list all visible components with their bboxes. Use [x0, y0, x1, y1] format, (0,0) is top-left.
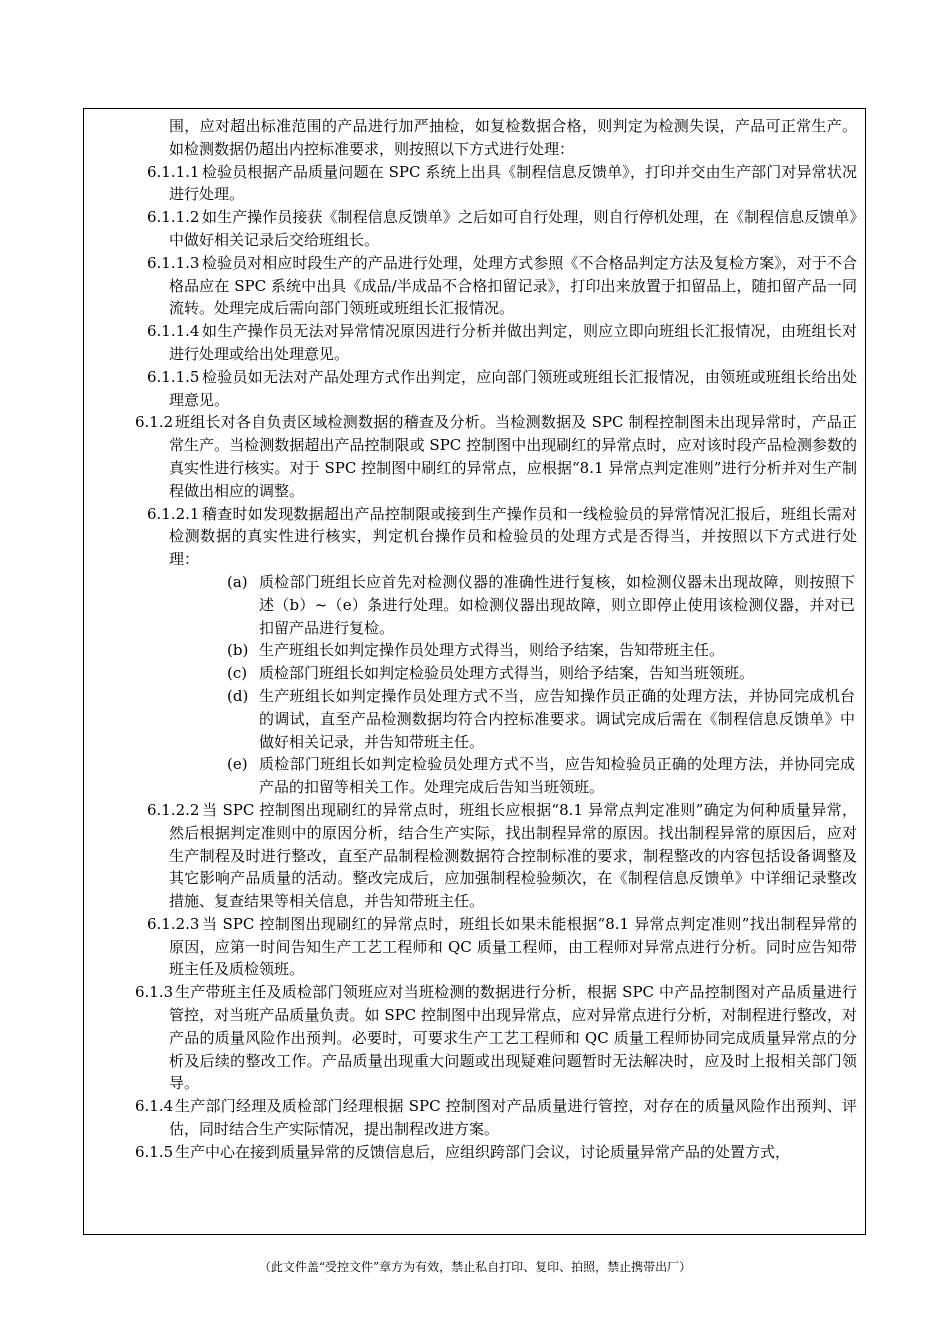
clause-number: 6.1.1.1 [147, 162, 200, 181]
clause-number: 6.1.2 [135, 413, 174, 432]
clause-6-1-2-2 [84, 799, 865, 913]
clause-text: 围，应对超出标准范围的产品进行加严抽检，如复检数据合格，则判定为检测失误，产品可正常生产。如检测数据仍超出内控标准要求，则按照以下方式进行处理： [169, 117, 857, 158]
clause-text: 质检部门班组长如判定检验员处理方式得当，则给予结案，告知当班领班。 [259, 664, 755, 683]
clause-text: 班组长对各自负责区域检测数据的稽查及分析。当检测数据及 SPC 制程控制图未出现异常时，产品正常生产。当检测数据超出产品控制限或 SPC 控制图中出现刷红的异常点时，应对该时段产品检测参数的真实性进行核实。对于 SPC 控制图中刷红的异常点，应根据“8.1 异常点判定准则”进行分析并对生产制程做出相应的调整。 [169, 413, 857, 500]
clause-number: 6.1.1.4 [147, 322, 200, 341]
clause-6-1-5 [84, 1141, 865, 1164]
clause-number: (d) [227, 686, 249, 705]
clause-6-1-1-3 [84, 252, 865, 320]
clause-b [84, 639, 865, 662]
clause-text: 生产班组长如判定操作员处理方式不当，应告知操作员正确的处理方法，并协同完成机台的调试，直至产品检测数据均符合内控标准要求。调试完成后需在《制程信息反馈单》中做好相关记录，并告知带班主任。 [259, 686, 855, 751]
clause-text: 当 SPC 控制图出现刷红的异常点时，班组长如果未能根据“8.1 异常点判定准则”找出制程异常的原因，应第一时间告知生产工艺工程师和 QC 质量工程师，由工程师对异常点进行分析。同时应告知带班主任及质检领班。 [169, 914, 857, 979]
clause-number: 6.1.1.2 [147, 208, 200, 227]
document-frame [83, 108, 866, 1235]
clause-6-1-2-3 [84, 913, 865, 981]
clause-number: 6.1.2.2 [147, 800, 200, 819]
clause-6-1-1-4 [84, 320, 865, 366]
clause-d [84, 685, 865, 753]
clause-text: 当 SPC 控制图出现刷红的异常点时，班组长应根据“8.1 异常点判定准则”确定为何种质量异常，然后根据判定准则中的原因分析，结合生产实际，找出制程异常的原因。找出制程异常的原因后，应对生产制程及时进行整改，直至产品制程检测数据符合控制标准的要求，制程整改的内容包括设备调整及其它影响产品质量的活动。整改完成后，应加强制程检验频次，在《制程信息反馈单》中详细记录整改措施、复查结果等相关信息，并告知带班主任。 [169, 800, 857, 911]
clause-6-1-1-1 [84, 161, 865, 207]
clause-number: 6.1.5 [135, 1142, 174, 1161]
footer-note: （此文件盖“受控文件”章方为有效，禁止私自打印、复印、拍照，禁止携带出厂） [258, 1260, 692, 1274]
clause-continuation [84, 115, 865, 161]
clause-text: 检验员根据产品质量问题在 SPC 系统上出具《制程信息反馈单》，打印并交由生产部门对异常状况进行处理。 [169, 162, 857, 204]
clause-number: 6.1.2.1 [147, 504, 200, 523]
clause-text: 生产班组长如判定操作员处理方式得当，则给予结案，告知带班主任。 [259, 641, 725, 660]
clause-e [84, 753, 865, 799]
document-body [84, 115, 865, 1164]
clause-6-1-2-1 [84, 503, 865, 571]
clause-text: 生产带班主任及质检部门领班应对当班检测的数据进行分析，根据 SPC 中产品控制图对产品质量进行管控，对当班产品质量负责。如 SPC 控制图中出现异常点，应对异常点进行分析，对制程进行整改，对产品的质量风险作出预判。必要时，可要求生产工艺工程师和 QC 质量工程师协同完成质量异常点的分析及后续的整改工作。产品质量出现重大问题或出现疑难问题暂时无法解决时，应及时上报相关部门领导。 [169, 983, 857, 1093]
clause-text: 稽查时如发现数据超出产品控制限或接到生产操作员和一线检验员的异常情况汇报后，班组长需对检测数据的真实性进行核实，判定机台操作员和检验员的处理方式是否得当，并按照以下方式进行处理： [169, 504, 857, 569]
clause-text: 生产部门经理及质检部门经理根据 SPC 控制图对产品质量进行管控，对存在的质量风险作出预判、评估，同时结合生产实际情况，提出制程改进方案。 [169, 1097, 857, 1139]
clause-number: (e) [227, 755, 248, 774]
clause-6-1-4 [84, 1095, 865, 1141]
clause-text: 质检部门班组长如判定检验员处理方式不当，应告知检验员正确的处理方法，并协同完成产品的扣留等相关工作。处理完成后告知当班领班。 [259, 755, 855, 797]
clause-number: 6.1.1.3 [147, 253, 200, 272]
clause-number: 6.1.1.5 [147, 367, 200, 386]
clause-text: 质检部门班组长应首先对检测仪器的准确性进行复核，如检测仪器未出现故障，则按照下述（b）~（e）条进行处理。如检测仪器出现故障，则立即停止使用该检测仪器，并对已扣留产品进行复检。 [259, 572, 855, 637]
clause-6-1-1-5 [84, 366, 865, 412]
clause-text: 如生产操作员接获《制程信息反馈单》之后如可自行处理，则自行停机处理，在《制程信息反馈单》中做好相关记录后交给班组长。 [169, 208, 857, 249]
clause-6-1-2 [84, 411, 865, 502]
clause-number: (c) [227, 664, 248, 683]
clause-6-1-1-2 [84, 206, 865, 252]
clause-number: (b) [227, 641, 249, 660]
clause-text: 检验员对相应时段生产的产品进行处理，处理方式参照《不合格品判定方法及复检方案》，对于不合格品应在 SPC 系统中出具《成品/半成品不合格扣留记录》，打印出来放置于扣留品上，随扣留产品一同流转。处理完成后需向部门领班或班组长汇报情况。 [169, 253, 857, 318]
clause-number: 6.1.4 [135, 1097, 174, 1116]
clause-number: 6.1.2.3 [147, 914, 200, 933]
clause-text: 生产中心在接到质量异常的反馈信息后，应组织跨部门会议，讨论质量异常产品的处置方式， [175, 1142, 791, 1161]
clause-text: 如生产操作员无法对异常情况原因进行分析并做出判定，则应立即向班组长汇报情况，由班组长对进行处理或给出处理意见。 [169, 322, 857, 363]
clause-c [84, 662, 865, 685]
clause-number: (a) [227, 572, 248, 591]
clause-number: 6.1.3 [135, 983, 174, 1002]
clause-a [84, 571, 865, 639]
clause-6-1-3 [84, 981, 865, 1095]
clause-text: 检验员如无法对产品处理方式作出判定，应向部门领班或班组长汇报情况，由领班或班组长给出处理意见。 [169, 367, 857, 409]
